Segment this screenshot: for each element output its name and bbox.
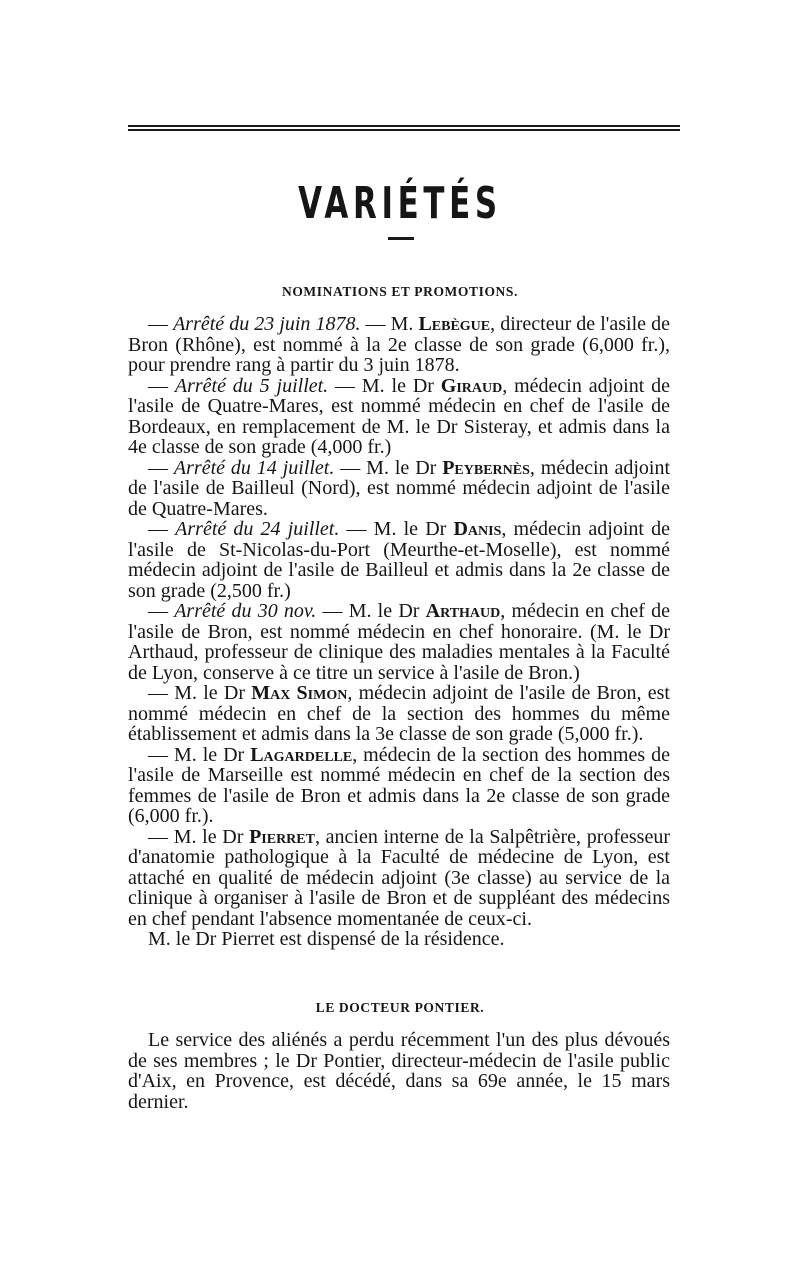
section-heading-nominations: NOMINATIONS ET PROMOTIONS. [281,284,518,299]
page-title: VARIÉTÉS [298,178,502,229]
section-heading-pontier: LE DOCTEUR PONTIER. [315,1000,485,1015]
arrete-paragraph: — Arrêté du 5 juillet. — M. le Dr Giraud, médecin adjoint de l'asile de Quatre-Mares, est nommé médecin en chef de l'asile de Bordeaux, en remplacement de M. le Dr Sisteray, et admis dans la 4e classe de son grade (4,000 fr.) [128,374,670,458]
arrete-paragraph: — Arrêté du 14 juillet. — M. le Dr Peybernès, médecin adjoint de l'asile de Bailleul (Nord), est nommé médecin adjoint de l'asile de Quatre-Mares. [128,456,671,520]
nomination-paragraph: — M. le Dr Max Simon, médecin adjoint de l'asile de Bron, est nommé médecin en chef de la section des hommes du même établissement et admis dans la 3e classe de son grade (5,000 fr.). [128,682,670,745]
top-rule [128,125,680,127]
nomination-paragraph: — M. le Dr Pierret, ancien interne de la Salpêtrière, professeur d'anatomie pathologique à la Faculté de médecine de Lyon, est attaché en qualité de médecin adjoint (3e classe) au service de la clinique à organiser à l'asile de Bron et de suppléant des médecins en chef pendant l'absence momentanée de ceux-ci. [128,825,671,930]
pontier-text [128,1030,670,1112]
nomination-paragraph: — M. le Dr Lagardelle, médecin de la section des hommes de l'asile de Marseille est nommé médecin en chef de la section des femmes de l'asile de Bron et admis dans la 2e classe de son grade (6,000 fr.). [128,743,670,827]
top-rule-second [128,129,680,131]
title-dash [388,237,414,240]
closing-line: M. le Dr Pierret est dispensé de la résidence. [148,928,505,950]
arrete-paragraph: — Arrêté du 23 juin 1878. — M. Lebègue, directeur de l'asile de Bron (Rhône), est nommé à la 2e classe de son grade (6,000 fr.), pour prendre rang à partir du 3 juin 1878. [128,313,670,376]
arrete-paragraph: — Arrêté du 30 nov. — M. le Dr Arthaud, médecin en chef de l'asile de Bron, est nommé médecin en chef honoraire. (M. le Dr Arthaud, professeur de clinique des maladies mentales à la Faculté de Lyon, conserve à ce titre un service à l'asile de Bron.) [128,600,670,684]
nominations-text [128,314,670,950]
arrete-paragraph: — Arrêté du 24 juillet. — M. le Dr Danis, médecin adjoint de l'asile de St-Nicolas-du-Port (Meurthe-et-Moselle), est nommé médecin adjoint de l'asile de Bailleul et admis dans la 2e classe de son grade (2,500 fr.) [128,518,670,602]
pontier-paragraph: Le service des aliénés a perdu récemment l'un des plus dévoués de ses membres ; le Dr Pontier, directeur-médecin de l'asile public d'Aix, en Provence, est décédé, dans sa 69e année, le 15 mars dernier. [128,1029,670,1113]
